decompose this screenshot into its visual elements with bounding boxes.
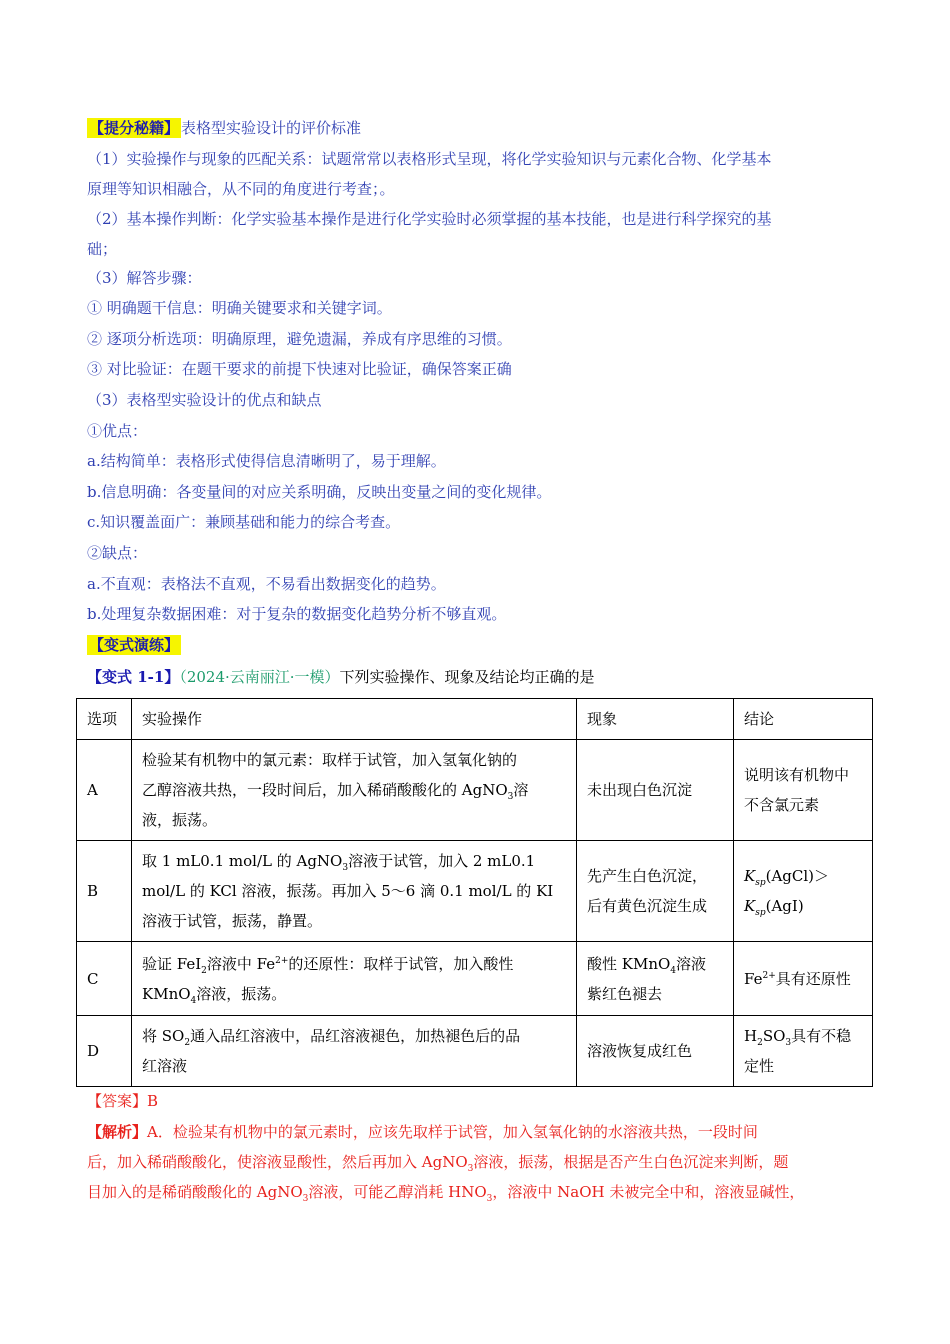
analysis-line [87, 1122, 758, 1142]
cell-text: 具有不稳 [791, 1027, 852, 1045]
tips-line: ①优点： [87, 422, 148, 440]
tips-line: b.处理复杂数据困难：对于复杂的数据变化趋势分析不够直观。 [87, 605, 507, 623]
cell-text: 溶液于试管，加入 2 mL0.1 [348, 852, 536, 870]
header-option: 选项 [77, 699, 132, 740]
tips-line: （3）解答步骤： [87, 269, 202, 287]
cell-text: 酸性 KMnO [587, 954, 671, 973]
cell-text: 不含氯元素 [744, 796, 820, 814]
tips-line: （3）表格型实验设计的优点和缺点 [87, 391, 322, 409]
tips-line: a.不直观：表格法不直观，不易看出数据变化的趋势。 [87, 575, 446, 593]
question-text: 下列实验操作、现象及结论均正确的是 [339, 668, 595, 686]
cell-text: 具有还原性 [775, 969, 851, 988]
cell-text: 检验某有机物中的氯元素：取样于试管，加入氢氧化钠的 [142, 751, 518, 769]
tips-line: b.信息明确：各变量间的对应关系明确，反映出变量之间的变化规律。 [87, 483, 552, 501]
header-operation: 实验操作 [132, 699, 577, 740]
cell-text: 验证 FeI [142, 954, 202, 973]
cell-text: SO [762, 1027, 786, 1045]
table-header-row [77, 699, 873, 740]
cell-text: 后有黄色沉淀生成 [587, 897, 708, 915]
tips-heading [87, 118, 361, 138]
answer-line [87, 1091, 158, 1111]
operation-cell [132, 942, 577, 1016]
subscript: 2 [757, 1038, 763, 1048]
conclusion-cell [734, 841, 873, 942]
cell-text: 溶液中 Fe [206, 954, 276, 973]
answer-label: 【答案】 [87, 1092, 148, 1110]
cell-text: 定性 [744, 1057, 775, 1075]
subscript: 2 [201, 965, 207, 976]
analysis-text: 溶液，可能乙醇消耗 HNO [308, 1183, 487, 1201]
cell-text: H [744, 1027, 758, 1045]
question-source: （2024·云南丽江·一模） [179, 668, 340, 686]
operation-cell [132, 1016, 577, 1087]
tips-line: 原理等知识相融合，从不同的角度进行考查；。 [87, 180, 395, 198]
cell-text: 溶液于试管，振荡，静置。 [142, 912, 323, 930]
operation-cell [132, 841, 577, 942]
analysis-text: 目加入的是稀硝酸酸化的 AgNO [87, 1183, 303, 1201]
cell-text: 液，振荡。 [142, 811, 218, 829]
cell-text: 说明该有机物中 [744, 766, 850, 784]
superscript: 2+ [762, 970, 776, 981]
phenomenon-cell: 未出现白色沉淀 [577, 740, 734, 841]
subscript: 4 [190, 995, 197, 1006]
tips-line: ③ 对比验证：在题干要求的前提下快速对比验证，确保答案正确 [87, 360, 512, 378]
subscript: 3 [785, 1038, 792, 1048]
question-label: 【变式 1-1】 [87, 668, 180, 686]
cell-text: 溶液，振荡。 [196, 984, 287, 1003]
option-cell: D [77, 1016, 132, 1087]
cell-text: 将 SO [142, 1027, 185, 1045]
analysis-text: 后，加入稀硝酸酸化，使溶液显酸性，然后再加入 AgNO [87, 1153, 468, 1171]
cell-text: (AgCl)＞ [765, 867, 830, 885]
cell-text: KMnO [142, 984, 191, 1003]
question-line [87, 667, 595, 687]
cell-text: 红溶液 [142, 1057, 188, 1075]
cell-text: K [744, 867, 756, 885]
tips-title: 表格型实验设计的评价标准 [181, 119, 362, 137]
phenomenon-cell [577, 841, 734, 942]
subscript: 4 [670, 965, 677, 976]
tips-line: （2）基本操作判断：化学实验基本操作是进行化学实验时必须掌握的基本技能，也是进行科学探究的基 [87, 210, 772, 228]
table-row [77, 841, 873, 942]
cell-text: 先产生白色沉淀， [587, 867, 708, 885]
cell-text: K [744, 897, 756, 915]
subscript: 3 [507, 792, 514, 802]
cell-text: 溶 [513, 781, 529, 799]
header-phenomenon: 现象 [577, 699, 734, 740]
analysis-text: A．检验某有机物中的氯元素时，应该先取样于试管，加入氢氧化钠的水溶液共热，一段时间 [147, 1123, 758, 1141]
tips-line: a.结构简单：表格形式使得信息清晰明了，易于理解。 [87, 452, 446, 470]
option-cell: C [77, 942, 132, 1016]
analysis-label: 【解析】 [87, 1123, 148, 1141]
cell-text: Fe [744, 969, 763, 988]
practice-heading [87, 635, 181, 655]
subscript: 3 [486, 1194, 493, 1204]
analysis-text: 溶液，振荡，根据是否产生白色沉淀来判断，题 [473, 1153, 789, 1171]
tips-line: c.知识覆盖面广：兼顾基础和能力的综合考查。 [87, 513, 401, 531]
analysis-line [87, 1182, 804, 1202]
superscript: 2+ [275, 955, 289, 966]
cell-text: (AgI) [765, 897, 804, 915]
subscript: 3 [302, 1194, 309, 1204]
subscript: sp [755, 908, 766, 918]
conclusion-cell [734, 942, 873, 1016]
tips-label: 【提分秘籍】 [89, 119, 180, 137]
cell-text: 通入品红溶液中，品红溶液褪色，加热褪色后的品 [190, 1027, 521, 1045]
operation-cell [132, 740, 577, 841]
cell-text: 的还原性：取样于试管，加入酸性 [288, 954, 514, 973]
table-row [77, 942, 873, 1016]
header-conclusion: 结论 [734, 699, 873, 740]
practice-label: 【变式演练】 [89, 636, 180, 654]
subscript: sp [755, 878, 766, 888]
subscript: 2 [184, 1038, 191, 1048]
cell-text: 紫红色褪去 [587, 984, 663, 1003]
cell-text: 溶液 [676, 954, 707, 973]
phenomenon-cell: 溶液恢复成红色 [577, 1016, 734, 1087]
tips-line: ① 明确题干信息：明确关键要求和关键字词。 [87, 299, 392, 317]
subscript: 3 [342, 863, 349, 873]
cell-text: 乙醇溶液共热，一段时间后，加入稀硝酸酸化的 AgNO [142, 781, 508, 799]
table-row [77, 740, 873, 841]
tips-line: ② 逐项分析选项：明确原理，避免遗漏，养成有序思维的习惯。 [87, 330, 512, 348]
tips-line: （1）实验操作与现象的匹配关系：试题常常以表格形式呈现，将化学实验知识与元素化合物、化学基本 [87, 150, 772, 168]
option-cell: B [77, 841, 132, 942]
conclusion-cell [734, 1016, 873, 1087]
analysis-text: ，溶液中 NaOH 未被完全中和，溶液显碱性， [492, 1183, 805, 1201]
option-cell: A [77, 740, 132, 841]
table-row [77, 1016, 873, 1087]
analysis-line [87, 1152, 788, 1172]
tips-line: 础； [87, 240, 118, 258]
cell-text: 取 1 mL0.1 mol/L 的 AgNO [142, 852, 343, 870]
experiment-table [76, 698, 873, 1087]
phenomenon-cell [577, 942, 734, 1016]
conclusion-cell [734, 740, 873, 841]
answer-value: B [147, 1092, 159, 1110]
tips-line: ②缺点： [87, 544, 148, 562]
cell-text: mol/L 的 KCl 溶液，振荡。再加入 5～6 滴 0.1 mol/L 的 KI [142, 882, 554, 900]
subscript: 3 [467, 1164, 474, 1174]
